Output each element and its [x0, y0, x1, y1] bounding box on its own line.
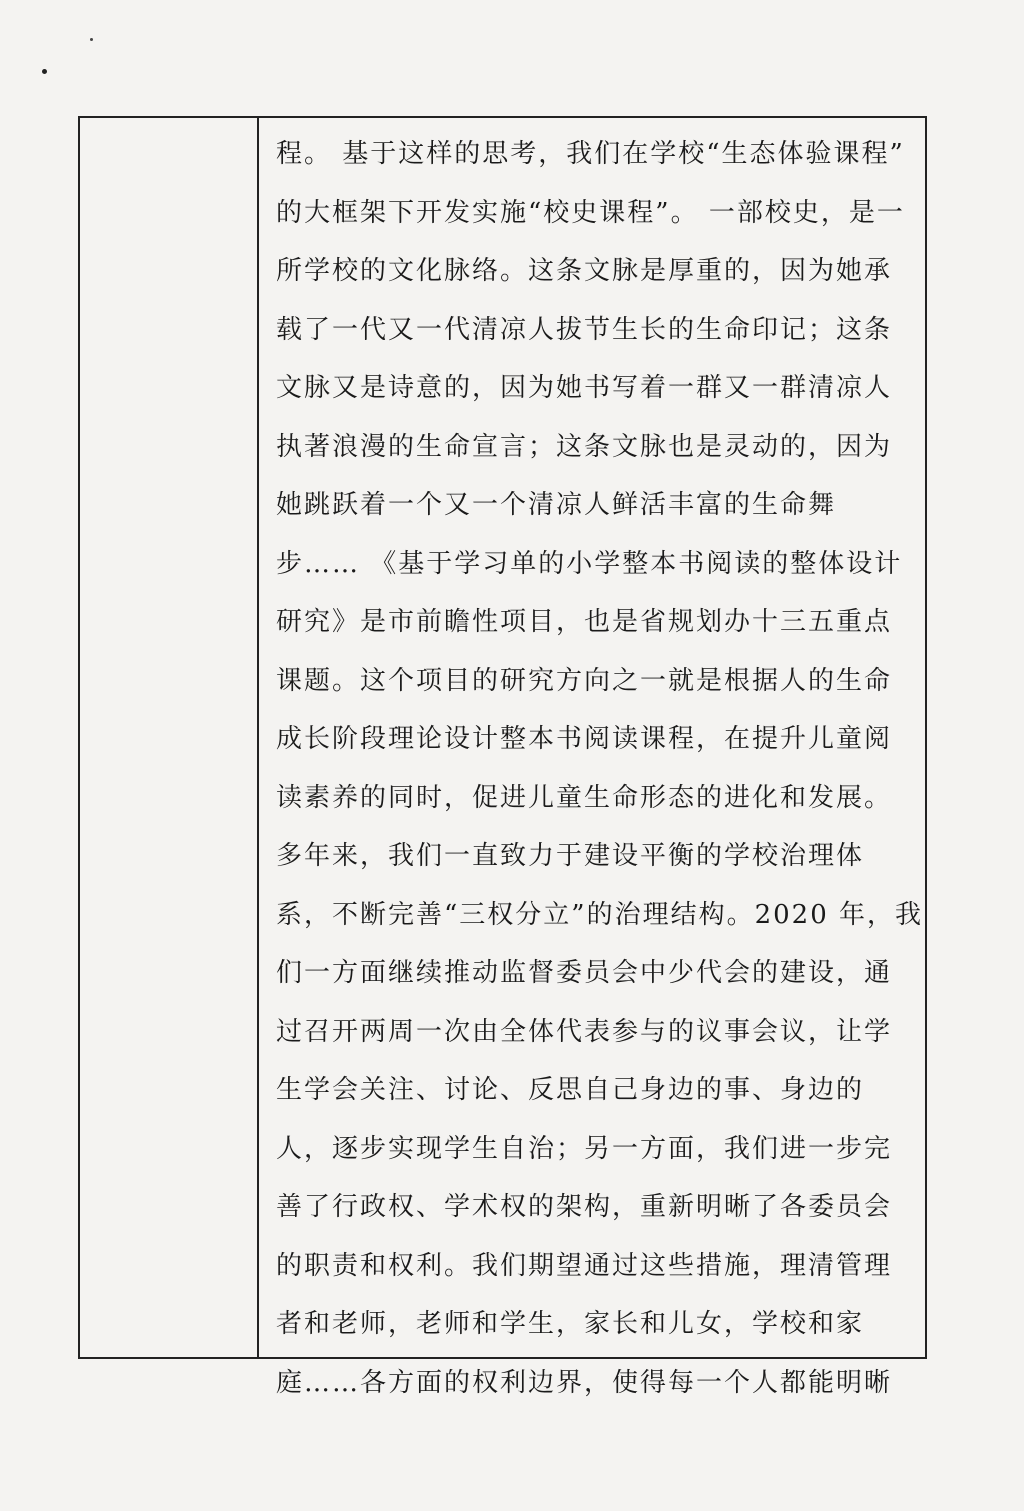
text-line: 庭……各方面的权利边界，使得每一个人都能明晰 [276, 1367, 893, 1398]
text-line: 载了一代又一代清凉人拔节生长的生命印记；这条 [276, 314, 893, 345]
text-line: 过召开两周一次由全体代表参与的议事会议，让学 [276, 1016, 893, 1047]
table-left-cell [80, 118, 259, 1357]
text-line: 她跳跃着一个又一个清凉人鲜活丰富的生命舞 [276, 490, 837, 520]
text-line: 者和老师，老师和学生，家长和儿女，学校和家 [276, 1309, 865, 1339]
document-table [78, 116, 927, 1398]
text-line: 执著浪漫的生命宣言；这条文脉也是灵动的，因为 [276, 431, 893, 462]
text-line: 的职责和权利。我们期望通过这些措施，理清管理 [276, 1250, 893, 1281]
text-line: 文脉又是诗意的，因为她书写着一群又一群清凉人 [276, 373, 893, 403]
text-line: 们一方面继续推动监督委员会中少代会的建设，通 [276, 958, 893, 988]
text-line: 所学校的文化脉络。这条文脉是厚重的，因为她承 [276, 256, 893, 286]
text-line: 程。 基于这样的思考，我们在学校“生态体验课程” [276, 139, 905, 169]
scan-speck [90, 38, 93, 41]
body-text [276, 125, 924, 1412]
text-line: 成长阶段理论设计整本书阅读课程，在提升儿童阅 [276, 724, 893, 754]
text-line: 的大框架下开发实施“校史课程”。 一部校史，是一 [276, 197, 905, 228]
text-line: 步…… 《基于学习单的小学整本书阅读的整体设计 [276, 548, 903, 579]
text-line: 生学会关注、讨论、反思自己身边的事、身边的 [276, 1075, 865, 1105]
text-line: 课题。这个项目的研究方向之一就是根据人的生命 [276, 665, 893, 696]
text-line: 读素养的同时，促进儿童生命形态的进化和发展。 [276, 782, 893, 813]
text-line: 善了行政权、学术权的架构，重新明晰了各委员会 [276, 1192, 893, 1222]
text-line: 多年来，我们一直致力于建设平衡的学校治理体 [276, 841, 865, 871]
text-line: 系，不断完善“三权分立”的治理结构。2020 年，我 [276, 899, 924, 930]
table-content-cell [259, 118, 925, 1398]
text-line: 人，逐步实现学生自治；另一方面，我们进一步完 [276, 1133, 893, 1164]
text-line: 研究》是市前瞻性项目，也是省规划办十三五重点 [276, 607, 893, 637]
scan-speck [42, 69, 47, 74]
